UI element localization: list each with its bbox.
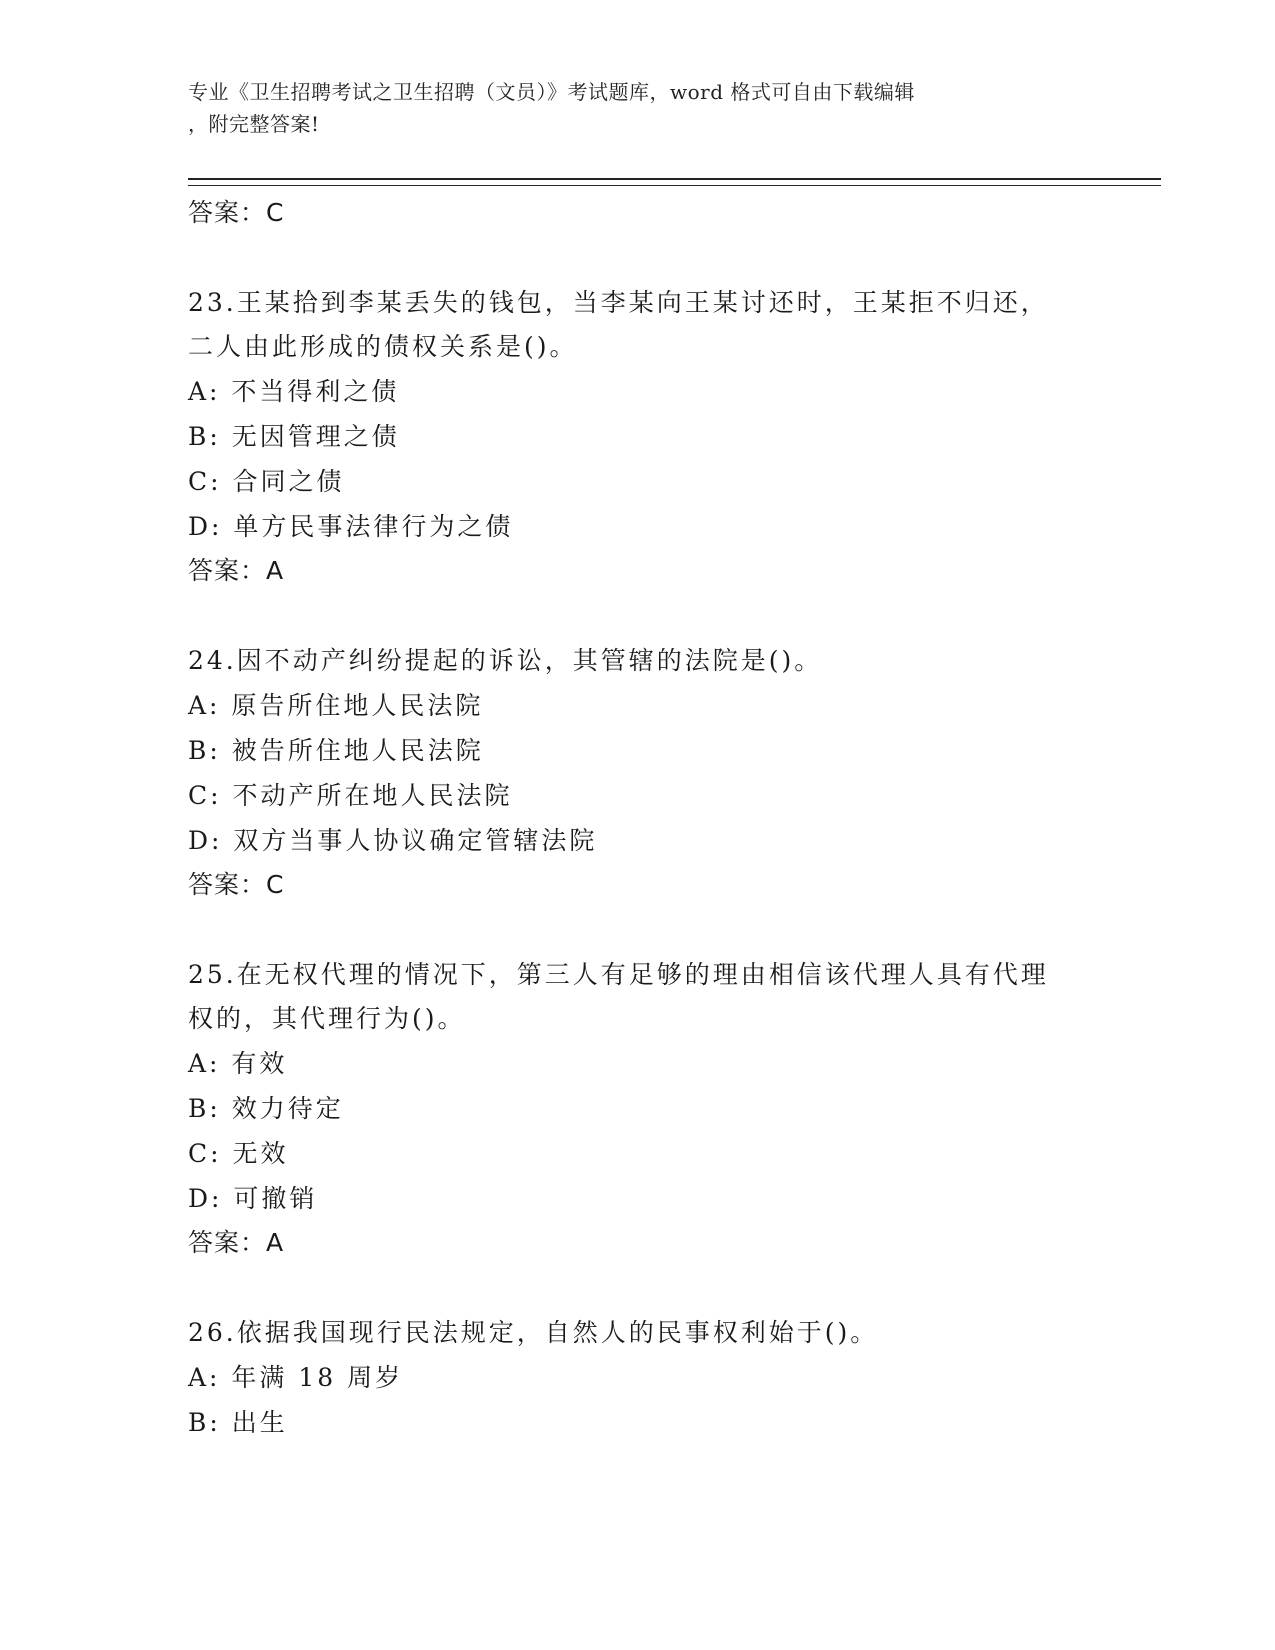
option-d: D: 可撤销 xyxy=(188,1184,318,1213)
answer-line: 答案：A xyxy=(188,556,285,585)
question-stem xyxy=(188,281,1108,369)
answer-line: 答案：C xyxy=(188,870,285,899)
option-d: D: 单方民事法律行为之债 xyxy=(188,512,514,541)
option-b: B: 被告所住地人民法院 xyxy=(188,736,484,765)
question-text: 二人由此形成的债权关系是()。 xyxy=(188,332,578,361)
option-c: C: 无效 xyxy=(188,1139,289,1168)
question-text: 26.依据我国现行民法规定，自然人的民事权利始于()。 xyxy=(188,1318,879,1347)
header-line-1: 专业《卫生招聘考试之卫生招聘（文员）》考试题库，word 格式可自由下载编辑 xyxy=(188,80,915,104)
question-stem xyxy=(188,1311,1108,1355)
option-b: B: 无因管理之债 xyxy=(188,422,400,451)
document-header xyxy=(188,76,1088,140)
spacer xyxy=(188,1265,1108,1311)
option-c: C: 合同之债 xyxy=(188,467,345,496)
question-text: 权的，其代理行为()。 xyxy=(188,1004,466,1033)
question-list xyxy=(188,191,1108,1445)
option-d: D: 双方当事人协议确定管辖法院 xyxy=(188,826,598,855)
answer-line: 答案：A xyxy=(188,1228,285,1257)
option-a: A: 原告所住地人民法院 xyxy=(188,691,484,720)
option-c: C: 不动产所在地人民法院 xyxy=(188,781,513,810)
option-a: A: 不当得利之债 xyxy=(188,377,400,406)
option-b: B: 效力待定 xyxy=(188,1094,344,1123)
option-b: B: 出生 xyxy=(188,1408,288,1437)
answer-line: 答案：C xyxy=(188,198,285,227)
spacer xyxy=(188,235,1108,281)
question-stem xyxy=(188,639,1108,683)
question-text: 25.在无权代理的情况下，第三人有足够的理由相信该代理人具有代理 xyxy=(188,960,1049,989)
header-line-2: ，附完整答案! xyxy=(188,112,320,136)
option-a: A: 有效 xyxy=(188,1049,288,1078)
spacer xyxy=(188,593,1108,639)
question-text: 23.王某拾到李某丢失的钱包，当李某向王某讨还时，王某拒不归还， xyxy=(188,288,1049,317)
question-text: 24.因不动产纠纷提起的诉讼，其管辖的法院是()。 xyxy=(188,646,823,675)
spacer xyxy=(188,907,1108,953)
option-a: A: 年满 18 周岁 xyxy=(188,1363,404,1392)
header-divider xyxy=(188,178,1161,186)
question-stem xyxy=(188,953,1108,1041)
